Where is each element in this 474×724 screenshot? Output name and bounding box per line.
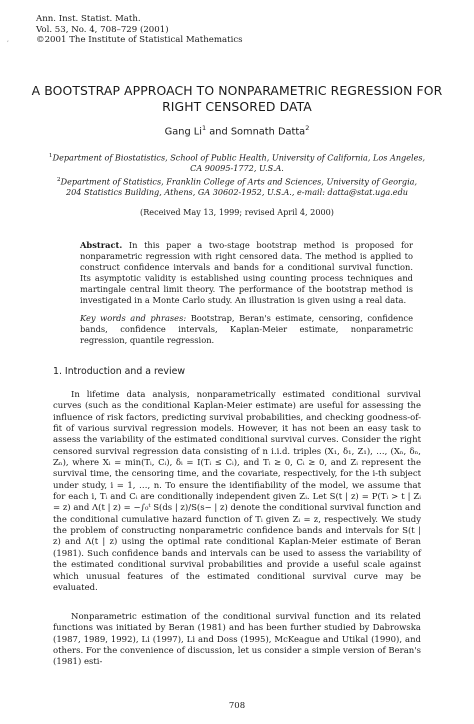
abstract-label: Abstract. — [80, 240, 123, 250]
journal-volume: Vol. 53, No. 4, 708–729 (2001) — [36, 24, 169, 35]
page-number: 708 — [228, 701, 246, 711]
affiliation-2 — [20, 175, 454, 198]
paragraph-1-text: In lifetime data analysis, nonparametrically estimated conditional survival curves (such as the conditional Kaplan-Meier estimate) are useful for assessing the influence of risk factors, predicting survival probabilities, and checking goodness-of-fit of various survival regression models. However, it has not been an easy task to assess the variability of the estimated conditional survival curves. Consider the right censored survival regression data consisting of n i.i.d. triples (X₁, δ₁, Z₁), …, (Xₙ, δₙ, Zₙ), where Xᵢ = min(Tᵢ, Cᵢ), δᵢ = I(Tᵢ ≤ Cᵢ), and Tᵢ ≥ 0, Cᵢ ≥ 0, and Zᵢ represent the survival time, the censoring time, and the covariate, respectively, for the i-th subject under study, i = 1, …, n. To ensure the identifiability of the model, we assume that for each i, Tᵢ and Cᵢ are conditionally independent given Zᵢ. Let S(t | z) = P(Tᵢ > t | Zᵢ = z) and Λ(t | z) = −∫₀ᵗ S(ds | z)/S(s− | z) denote the conditional survival function and the conditional cumulative hazard function of Tᵢ given Zᵢ = z, respectively. We study the problem of constructing nonparametric confidence bands and intervals for S(t | z) and Λ(t | z) using the optimal rate conditional Kaplan-Meier estimate of Beran (1981). Such confidence bands and intervals can be used to assess the variability of the estimated conditional survival probabilities and provide a useful scale against which unusual features of the estimated conditional survival curve may be evaluated. — [53, 390, 422, 593]
body-paragraph-2 — [53, 612, 421, 669]
journal-copyright: ©2001 The Institute of Statistical Mathematics — [36, 35, 243, 46]
title-line-1: A BOOTSTRAP APPROACH TO NONPARAMETRIC REGRESSION FOR — [31, 83, 443, 98]
affiliation-1 — [20, 151, 454, 174]
title-line-2: RIGHT CENSORED DATA — [162, 99, 312, 114]
affiliation-1-line-1: Department of Biostatistics, School of Public Health, University of California, Los Angeles, — [52, 152, 426, 163]
abstract — [80, 240, 413, 305]
affiliation-2-line-2: 204 Statistics Building, Athens, GA 30602-1952, U.S.A., e-mail: datta@stat.uga.edu — [66, 187, 408, 198]
affiliation-1-mark: 1 — [48, 153, 53, 159]
body-paragraph-1 — [53, 390, 421, 594]
affiliation-1-line-2: CA 90095-1772, U.S.A. — [190, 163, 284, 174]
author-1-mark: 1 — [202, 124, 207, 132]
section-heading: 1. Introduction and a review — [53, 366, 186, 377]
affiliation-2-mark: 2 — [56, 177, 61, 183]
keywords — [80, 313, 413, 346]
paragraph-2-text: Nonparametric estimation of the conditional survival function and its related functions was initiated by Beran (1981) and has been further studied by Dabrowska (1987, 1989, 1992), Li (1997), Li and Doss (1995), McKeague and Utikal (1990), and others. For the convenience of discussion, let us consider a simple version of Beran's (1981) esti- — [53, 612, 421, 668]
paper-title — [20, 83, 454, 115]
journal-name: Ann. Inst. Statist. Math. — [36, 14, 141, 24]
keywords-text: Bootstrap, Beran's estimate, censoring, confidence bands, confidence intervals, Kaplan-Meier estimate, nonparametric regression, quantile regression. — [80, 313, 413, 345]
keywords-label: Key words and phrases: — [80, 313, 187, 323]
affiliation-2-line-1: Department of Statistics, Franklin College of Arts and Sciences, University of Georgia, — [60, 176, 418, 187]
journal-header — [36, 14, 243, 46]
author-2-mark: 2 — [305, 124, 310, 132]
received-dates: (Received May 13, 1999; revised April 4, 2000) — [140, 207, 334, 217]
author-conjunction: and — [206, 126, 231, 138]
abstract-text: In this paper a two-stage bootstrap method is proposed for nonparametric regression with right censored data. The method is applied to construct confidence intervals and bands for a conditional survival function. Its asymptotic validity is established using counting process techniques and martingale central limit theory. The performance of the bootstrap method is investigated in a Monte Carlo study. An illustration is given using a real data. — [80, 240, 413, 305]
page-mark: , — [7, 36, 9, 43]
authors — [20, 124, 454, 137]
author-1: Gang Li — [164, 126, 202, 138]
author-2: Somnath Datta — [230, 126, 306, 138]
